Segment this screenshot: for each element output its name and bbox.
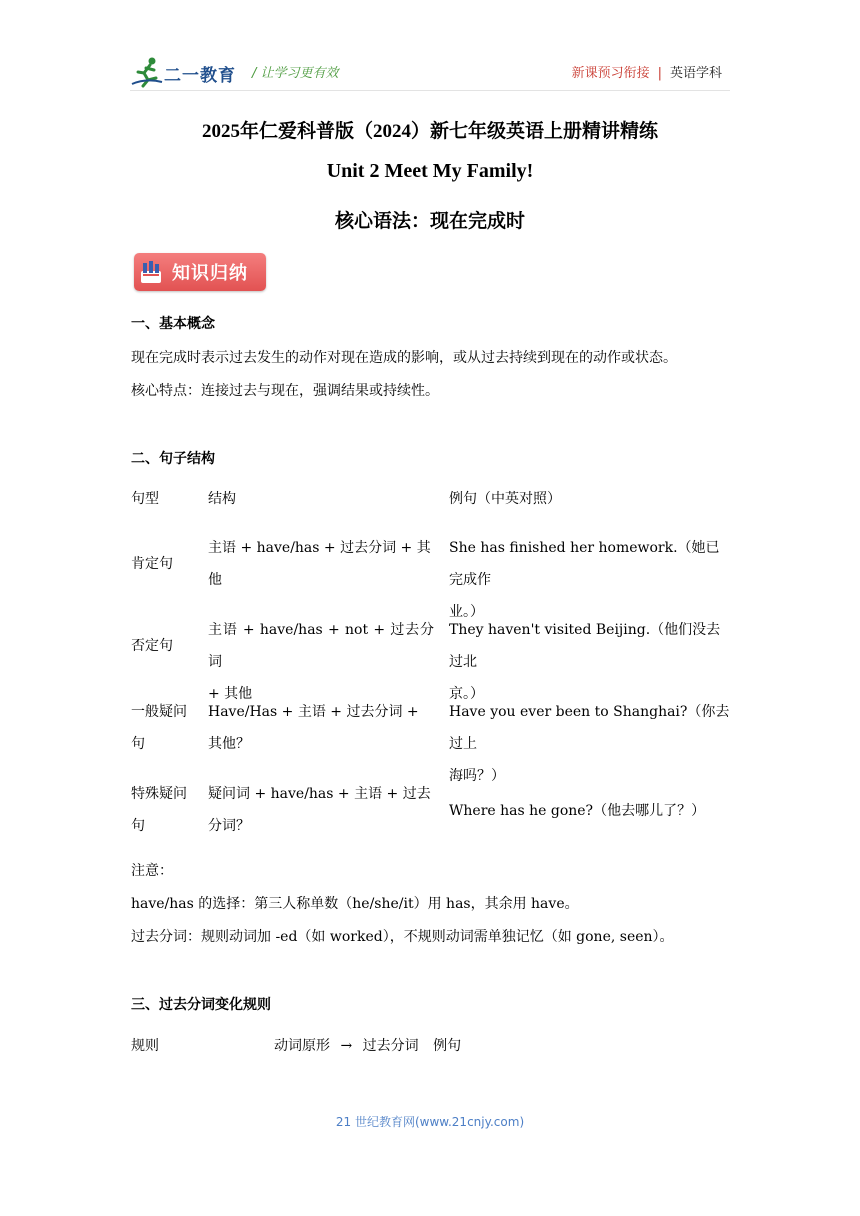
table-header-example: 例句（中英对照）	[449, 491, 561, 507]
header-right	[572, 62, 722, 81]
unit-title: Unit 2 Meet My Family!	[326, 160, 534, 182]
header-subject: 英语学科	[669, 66, 722, 81]
header-separator: |	[657, 66, 662, 81]
rules-header-past-participle: 过去分词	[362, 1038, 419, 1054]
section2-heading: 二、句子结构	[131, 451, 215, 467]
table-row-2-example: They haven't visited Beijing.（他们没去过北 京。）	[449, 622, 721, 702]
table-row-1-structure: 主语 + have/has + 过去分词 + 其 他	[208, 540, 431, 588]
section1-paragraph-2: 核心特点：连接过去与现在，强调结果或持续性。	[131, 383, 439, 399]
slogan: / 让学习更有效	[252, 66, 339, 81]
table-header-type: 句型	[131, 491, 159, 507]
header-divider	[130, 90, 730, 91]
arrow-icon: →	[340, 1038, 353, 1054]
page-header	[130, 56, 730, 92]
table-row-4-structure: 疑问词 + have/has + 主语 + 过去 分词？	[208, 786, 431, 834]
page-footer: 21 世纪教育网(www.21cnjy.com)	[335, 1115, 525, 1129]
logo	[130, 56, 238, 88]
table-row-1-example: She has finished her homework.（她已完成作 业。）	[449, 540, 720, 620]
section3-heading: 三、过去分词变化规则	[131, 997, 271, 1013]
section1-paragraph-1: 现在完成时表示过去发生的动作对现在造成的影响，或从过去持续到现在的动作或状态。	[131, 350, 677, 366]
table-row-4-type: 特殊疑问 句	[131, 786, 187, 834]
rules-header-conversion	[274, 1036, 461, 1056]
header-course-label: 新课预习衔接	[571, 66, 650, 81]
note-label: 注意：	[131, 863, 173, 879]
note-have-has: have/has 的选择：第三人称单数（he/she/it）用 has，其余用 have。	[131, 896, 579, 912]
grammar-title: 核心语法：现在完成时	[334, 211, 525, 232]
note-past-participle: 过去分词：规则动词加 -ed（如 worked），不规则动词需单独记忆（如 gone, seen）。	[131, 929, 674, 945]
table-row-2-type: 否定句	[131, 638, 173, 654]
knowledge-summary-badge	[134, 253, 266, 291]
table-row-3-structure: Have/Has + 主语 + 过去分词 + 其他？	[208, 704, 419, 752]
logo-text: 二一教育	[164, 66, 236, 86]
runner-logo-icon	[130, 56, 164, 88]
table-row-3-type: 一般疑问 句	[131, 704, 187, 752]
section1-heading: 一、基本概念	[131, 316, 215, 332]
table-row-1-type: 肯定句	[131, 556, 173, 572]
rules-header-base-form: 动词原形	[274, 1038, 330, 1054]
book-icon	[140, 259, 162, 285]
table-row-4-example: Where has he gone?（他去哪儿了？）	[449, 803, 706, 819]
rules-header-example: 例句	[433, 1038, 462, 1054]
table-row-2-structure: 主语 + have/has + not + 过去分词 + 其他	[208, 622, 434, 702]
table-header-structure: 结构	[208, 491, 236, 507]
rules-header-rule: 规则	[131, 1038, 159, 1054]
document-title: 2025年仁爱科普版（2024）新七年级英语上册精讲精练	[201, 121, 658, 142]
badge-label: 知识归纳	[172, 263, 248, 284]
table-row-3-example: Have you ever been to Shanghai?（你去过上 海吗？）	[449, 704, 730, 784]
